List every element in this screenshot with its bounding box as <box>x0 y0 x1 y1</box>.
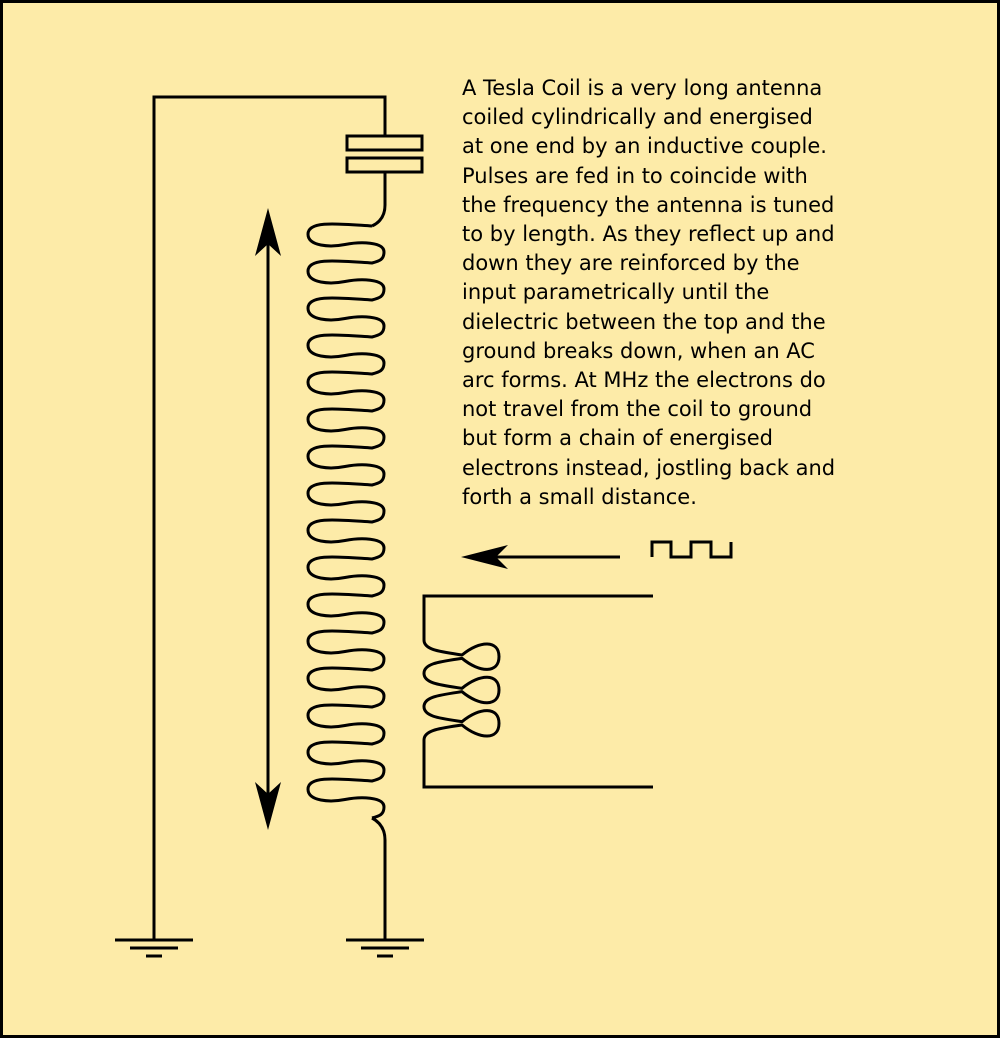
caption-line: input parametrically until the <box>462 280 770 305</box>
caption-line: to by length. As they reflect up and <box>462 222 835 247</box>
caption-line: not travel from the coil to ground <box>462 397 813 422</box>
caption-line: but form a chain of energised <box>462 426 773 451</box>
caption-line: dielectric between the top and the <box>462 309 826 334</box>
caption-line: Pulses are fed in to coincide with <box>462 163 808 188</box>
description-text <box>462 74 902 512</box>
caption-line: arc forms. At MHz the electrons do <box>462 368 826 393</box>
caption-line: the frequency the antenna is tuned <box>462 192 835 217</box>
caption-line: coiled cylindrically and energised <box>462 105 813 130</box>
caption-line: A Tesla Coil is a very long antenna <box>462 76 823 100</box>
caption-line: forth a small distance. <box>462 484 697 509</box>
caption-line: down they are reinforced by the <box>462 251 800 276</box>
caption-line: electrons instead, jostling back and <box>462 455 836 480</box>
caption-line: ground breaks down, when an AC <box>462 338 815 363</box>
caption-line: at one end by an inductive couple. <box>462 134 827 159</box>
